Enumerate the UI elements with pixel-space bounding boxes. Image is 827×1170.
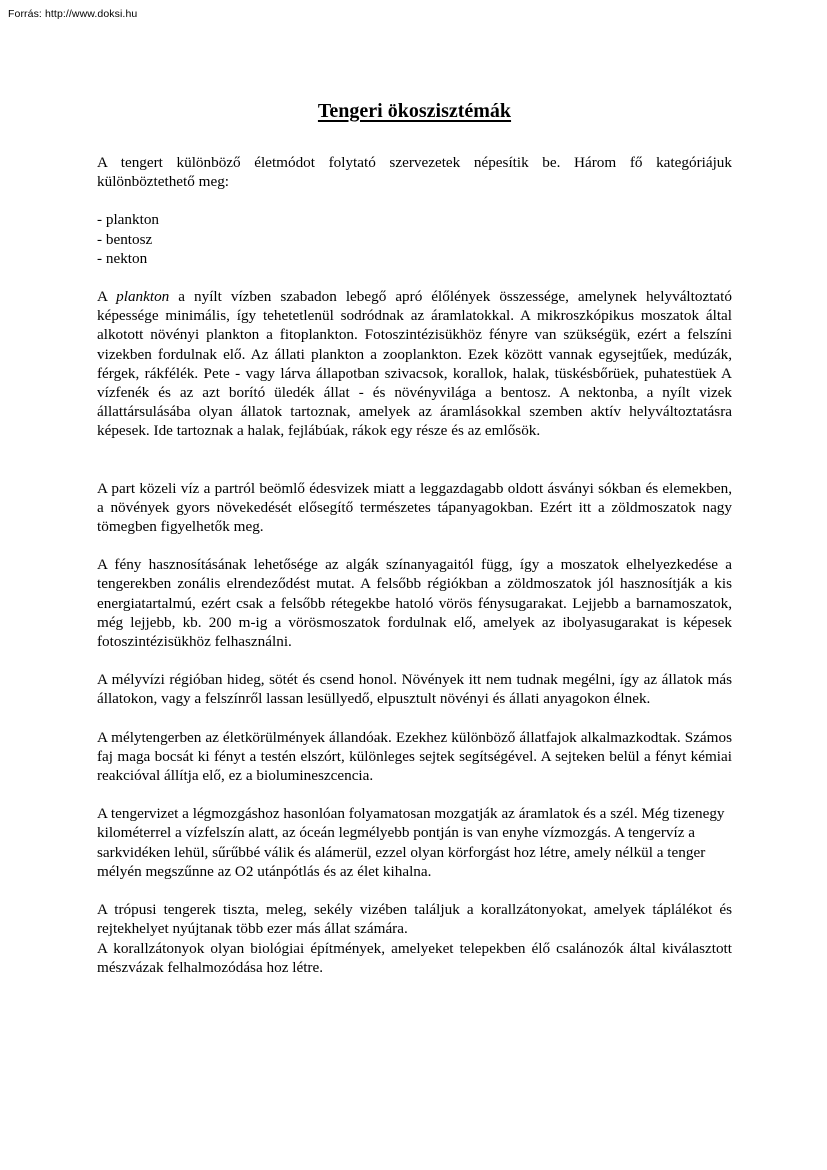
title-spacer [97,124,732,153]
page-title: Tengeri ökoszisztémák [317,100,512,122]
paragraph-deep-sea: A mélytengerben az életkörülmények állandóak. Ezekhez különböző állatfajok alkalmazkodtak. Számos faj maga bocsát ki fényt a testén elszórt, különleges sejtek segítségével. A sejteken belül a fényt kémiai reakcióval állítja elő, ez a biolumineszcencia. [97,728,732,785]
paragraph-plankton-rest: a nyílt vízben szabadon lebegő apró élőlények összessége, amelynek helyváltoztató képessége minimális, így tehetetlenül sodródnak az áramlatokkal. A mikroszkópikus moszatok által alkotott növényi plankton a fitoplankton. Fotoszintézisükhöz fényre van szükségük, ezért a felszíni vizekben fordulnak elő. Az állati plankton a zooplankton. Ezek között vannak egysejtűek, medúzák, férgek, rákfélék. Pete - vagy lárva állapotban szivacsok, korallok, halak, tüskésbőrüek, puhatestüek A vízfenék és az azt borító üledék állat - és növényvilága a bentosz. A nektonba, a nyílt vizek állattársulásába olyan állatok tartoznak, amelyek az áramlásokkal szemben aktív helyváltoztatásra képesek. Ide tartoznak a halak, fejlábúak, rákok egy része és az emlősök. [97,288,732,440]
paragraph-coral-reefs-intro: A trópusi tengerek tiszta, meleg, sekély vizében találjuk a korallzátonyokat, amelyek táplálékot és rejtekhelyet nyújtanak több ezer más állat számára. [97,901,732,938]
spacer [97,709,732,728]
paragraph-plankton-lead: A [97,288,117,306]
paragraph-currents: A tengervizet a légmozgáshoz hasonlóan folyamatosan mozgatják az áramlatok és a szél. Még tizenegy kilométerrel a vízfelszín alatt, az óceán legmélyebb pontján is van enyhe vízmozgás. A tengervíz a sarkvidéken lehül, sűrűbbé válik és alámerül, ezzel olyan körforgást hoz létre, amely nélkül a tenger mélyén megszűnne az O2 utánpótlás és az élet kihalna. [97,805,725,880]
spacer [97,536,732,555]
spacer-large [97,441,732,479]
list-item: - bentosz [97,230,153,248]
spacer [97,268,732,287]
list-item: - plankton [97,211,160,229]
emphasis-plankton-term: plankton [116,288,170,306]
spacer [97,785,732,804]
source-header: Forrás: http://www.doksi.hu [8,8,138,20]
list-item: - nekton [97,249,148,267]
spacer [97,651,732,670]
paragraph-coastal-water: A part közeli víz a partról beömlő édesvizek miatt a leggazdagabb oldott ásványi sókban és elemekben, a növények gyors növekedését elősegítő természetes tápanyagokban. Ezért itt a zöldmoszatok nagy tömegben figyelhetők meg. [97,479,732,536]
paragraph-deep-region: A mélyvízi régióban hideg, sötét és csend honol. Növények itt nem tudnak megélni, így az állatok más állatokon, vagy a felszínről lassan lesüllyedő, elpusztult növényi és állati anyagokon élnek. [97,671,732,708]
document-body [97,0,732,977]
spacer [97,881,732,900]
spacer [97,191,732,210]
paragraph-light-zonation: A fény hasznosításának lehetősége az algák színanyagaitól függ, így a moszatok elhelyezkedése a tengerekben zonális elrendeződést mutat. A felsőbb régiókban a zöldmoszatok jól hasznosítják a kis energiatartalmú, ezért csak a felsőbb rétegekbe hatoló vörös fénysugarakat. Lejjebb a barnamoszatok, még lejjebb, kb. 200 m-ig a vörösmoszatok fordulnak elő, amelyek az ibolyasugarakat is képesek fotoszintézisükhöz felhasználni. [97,556,732,651]
paragraph-coral-reefs-formation: A korallzátonyok olyan biológiai építmények, amelyeket telepekben élő csalánozók által kiválasztott mészvázak felhalmozódása hoz létre. [97,939,732,976]
paragraph-intro: A tengert különböző életmódot folytató szervezetek népesítik be. Három fő kategóriájuk különböztethető meg: [97,154,732,191]
paragraph-plankton [97,287,732,441]
